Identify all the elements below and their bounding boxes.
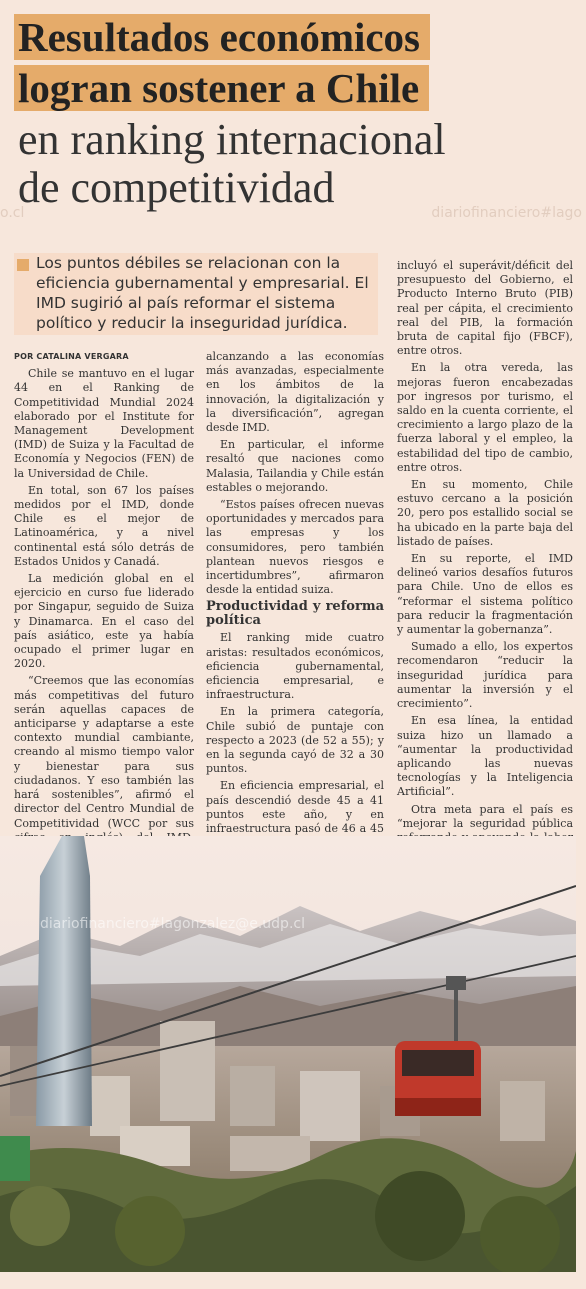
watermark-right: diariofinanciero#lago <box>431 205 582 221</box>
headline-light-line-1: en ranking internacional <box>18 115 446 164</box>
paragraph: El ranking mide cuatro aristas: resultados económicos, eficiencia gubernamental, eficiencia empresarial, e infraestructura. <box>206 631 384 702</box>
headline-bold-line-1: Resultados económicos <box>14 14 574 60</box>
article-column-2 <box>206 350 384 899</box>
santiago-cable-car-photo <box>0 836 576 1272</box>
section-subhead: Productividad y reforma política <box>206 599 384 629</box>
paragraph: alcanzando a las economías más avanzadas, especialmente en los ámbitos de la innovación, la digitalización y la diversificación”, agregan desde IMD. <box>206 350 384 435</box>
paragraph: Otra meta para el país es “mejorar la seguridad pública <box>397 802 573 830</box>
article-column-3 <box>397 259 573 919</box>
byline: POR CATALINA VERGARA <box>14 352 129 361</box>
headline-light-line-2: de competitividad <box>18 163 335 212</box>
paragraph: En la primera categoría, Chile subió de puntaje con respecto a 2023 (de 52 a 55); y en la segunda cayó de 32 a 30 puntos. <box>206 705 384 776</box>
paragraph: En esa línea, la entidad suiza hizo un llamado a “aumentar la productividad aplicando las nuevas tecnologías y la Inteligencia Artificial”. <box>397 714 573 799</box>
watermark-row <box>0 205 586 225</box>
paragraph: En eficiencia empresarial, el país descendió desde 45 a 41 puntos este año, y en infraestructura pasó de 46 a 45 <box>206 779 384 836</box>
lede-box <box>14 253 378 335</box>
paragraph: incluyó el superávit/déficit del presupuesto del Gobierno, el Producto Interno Bruto (PIB) real per cápita, el crecimiento real del PIB, la formación bruta de capital fijo (FBCF), entre otros. <box>397 259 573 358</box>
paragraph: En la otra vereda, las mejoras fueron encabezadas por ingresos por turismo, el saldo en la cuenta corriente, el crecimiento a largo plazo de la fuerza laboral y el empleo, la estabilidad del tipo de cambio, entre otros. <box>397 361 573 474</box>
paragraph: Sumado a ello, los expertos recomendaron “reducir la inseguridad jurídica para aumentar la inversión y el crecimiento”. <box>397 640 573 711</box>
article-column-1 <box>14 350 194 894</box>
paragraph: En particular, el informe resaltó que naciones como Malasia, Tailandia y Chile están estables o mejorando. <box>206 438 384 494</box>
paragraph: En su reporte, el IMD delineó varios desafíos futuros para Chile. Uno de ellos es “reformar el sistema político para reducir la fragmentación y aumentar la gobernanza”. <box>397 552 573 637</box>
paragraph: La medición global en el ejercicio en curso fue liderado por Singapur, seguido de Suiza y Dinamarca. En el caso del país asiático, este ya había ocupado el primer lugar en 2020. <box>14 572 194 671</box>
headline <box>14 14 574 212</box>
lede-text: Los puntos débiles se relacionan con la eficiencia gubernamental y empresarial. El IMD sugirió al país reformar el sistema político y reducir la inseguridad jurídica. <box>36 254 369 332</box>
lede-bullet-square <box>17 259 29 271</box>
paragraph: “Creemos que las economías más competitivas del futuro serán aquellas capaces de anticiparse y adaptarse a este contexto mundial cambiante, creando al mismo tiempo valor y bienestar para sus ciudadanos. Y eso también las hará sostenibles”, afirmó el director del Centro Mundial de Competitividad (WCC por sus <box>14 674 194 830</box>
photo-watermark: diariofinanciero#lagonzalez@e.udp.cl <box>40 916 305 932</box>
photo-illustration <box>0 836 576 1272</box>
watermark-left: o.cl <box>0 205 25 221</box>
paragraph: En su momento, Chile estuvo cercano a la posición 20, pero pos estallido social se ha ubicado en la parte baja del listado de países. <box>397 478 573 548</box>
paragraph: En total, son 67 los países medidos por el IMD, donde Chile es el mejor de Latinoamérica, y a nivel continental está sólo detrás de Estados Unidos y Canadá. <box>14 483 194 568</box>
paragraph: Chile se mantuvo en el lugar 44 en el Ranking de Competitividad Mundial 2024 elaborado por el Institute for Management Development (IMD) de Suiza y la Facultad de Economía y Negocios (FEN) de la Universidad de Chile. <box>14 367 194 480</box>
paragraph: “Estos países ofrecen nuevas oportunidades y mercados para las empresas y los consumidores, pero también plantean nuevos riesgos e incertidumbres”, afirmaron desde la entidad suiza. <box>206 498 384 597</box>
headline-bold-line-2: logran sostener a Chile <box>14 65 574 111</box>
